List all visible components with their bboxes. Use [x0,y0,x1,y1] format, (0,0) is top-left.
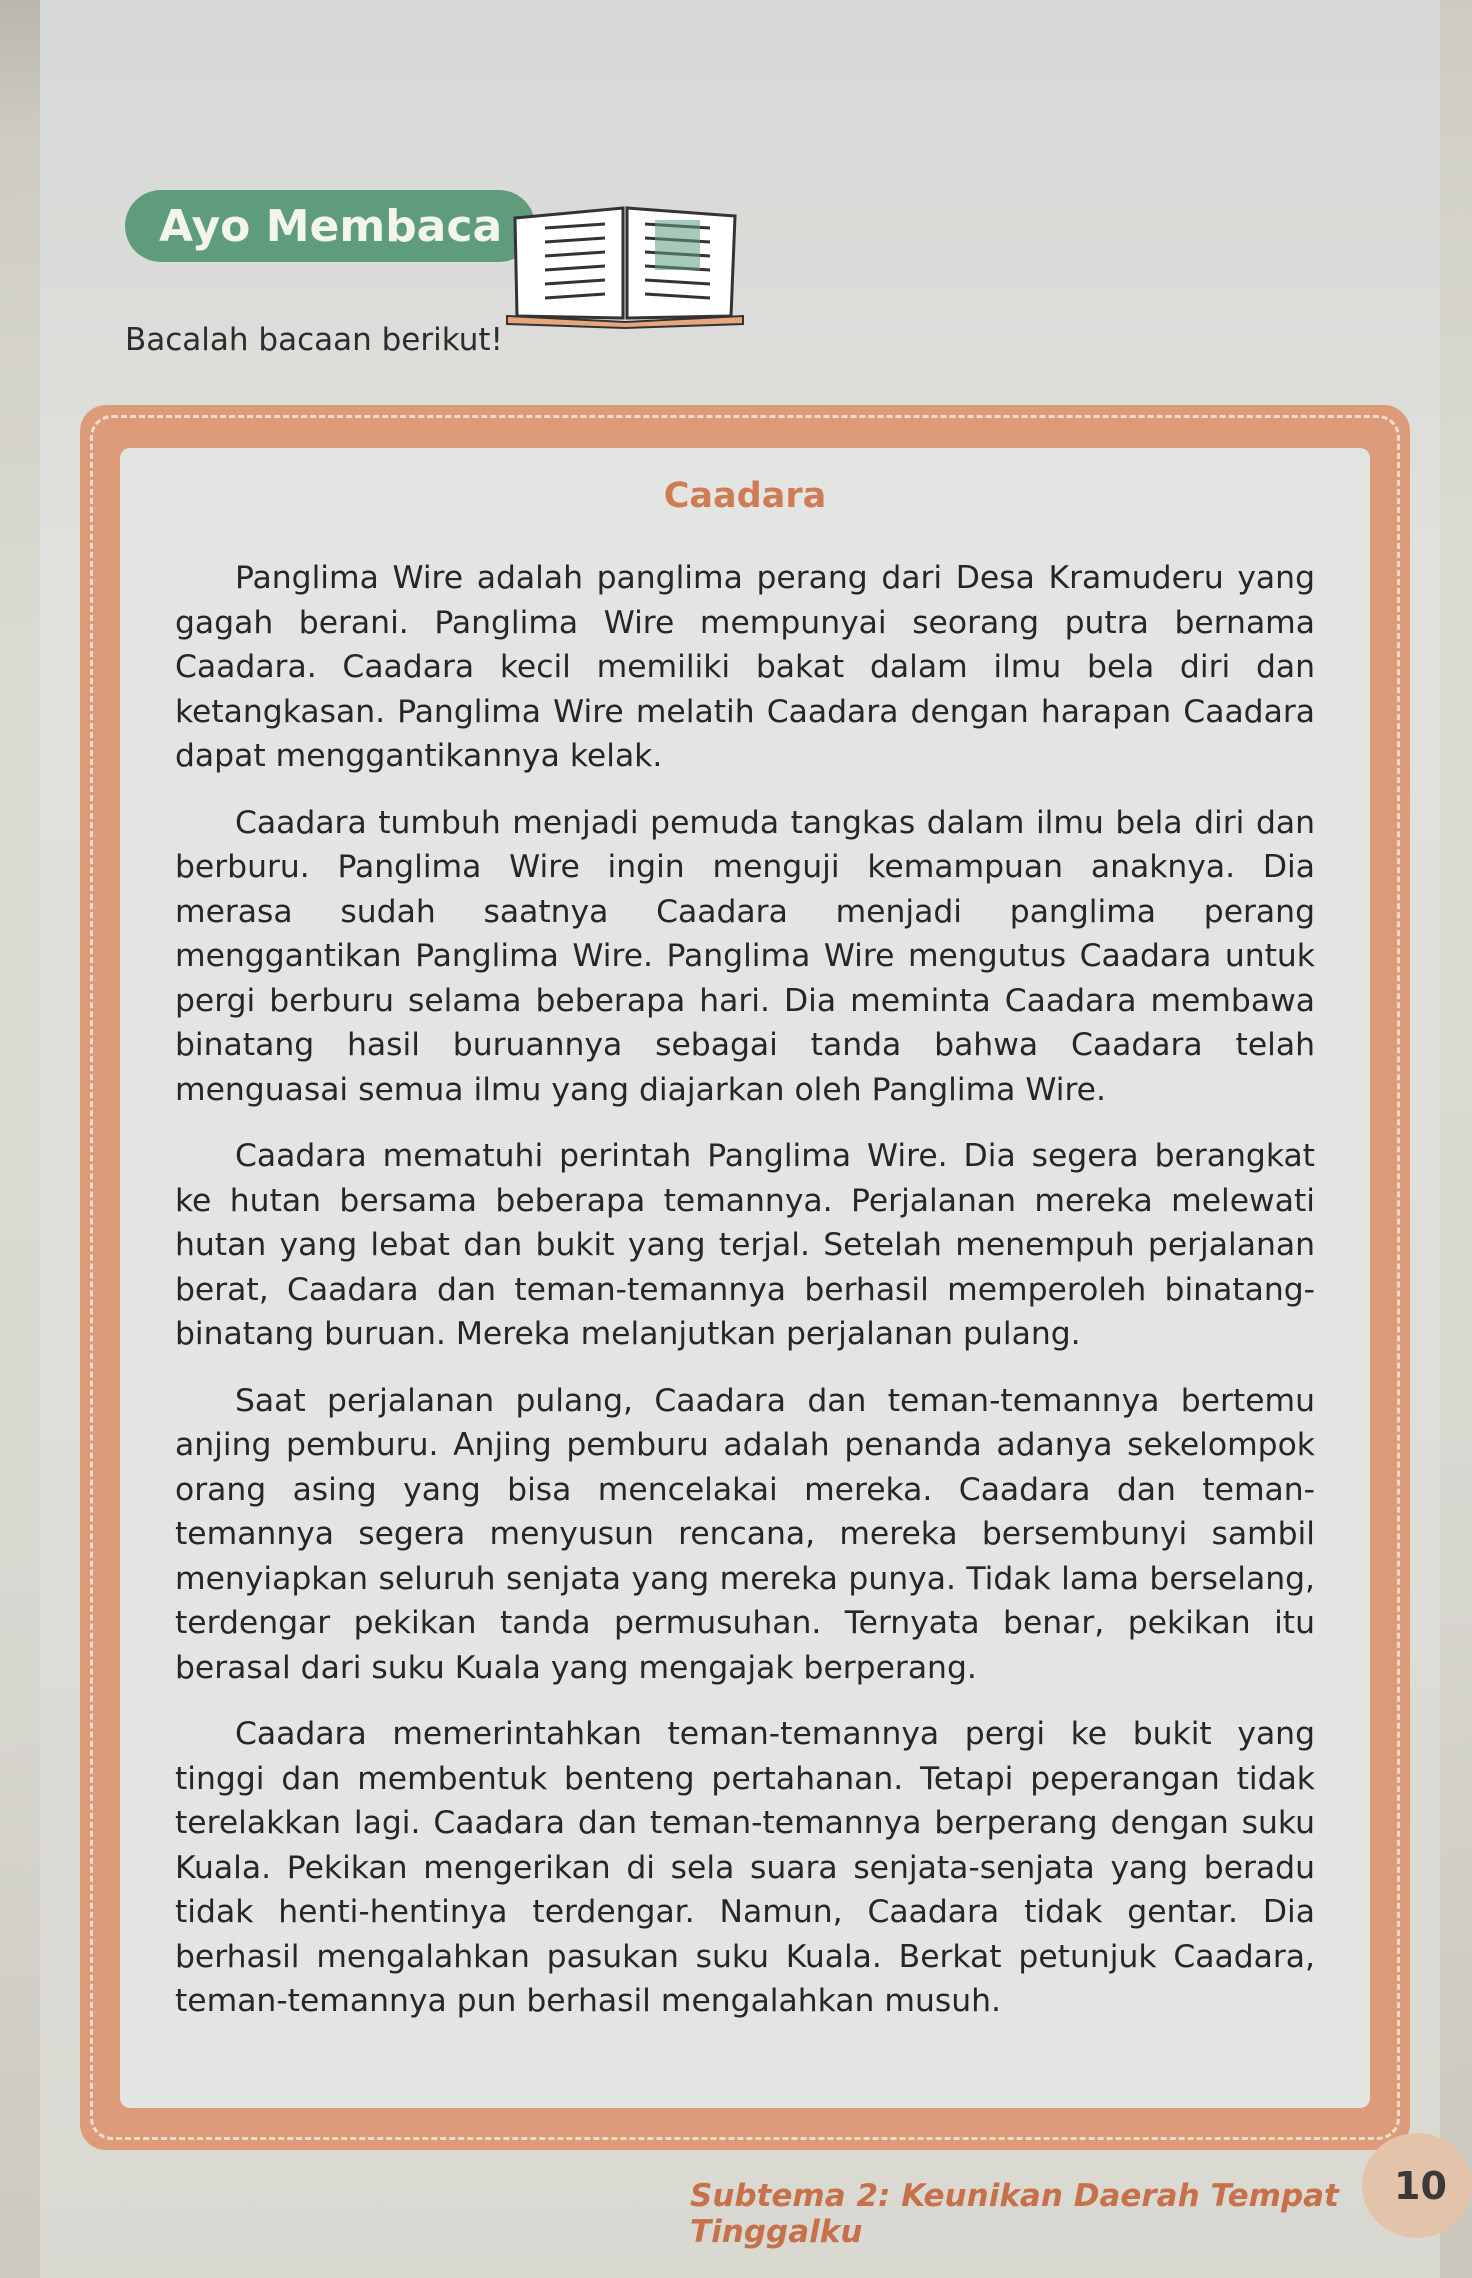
story-paragraph: Caadara mematuhi perintah Panglima Wire. Dia segera berangkat ke hutan bersama beberapa temannya. Perjalanan mereka melewati hutan yang lebat dan bukit yang terjal. Setelah menempuh perjalanan berat, Caadara dan teman-temannya berhasil memperoleh binatang-binatang buruan. Mereka melanjutkan perjalanan pulang. [175,1138,1315,1352]
section-badge [125,190,535,262]
open-book-icon [505,198,745,328]
story-paragraph: Saat perjalanan pulang, Caadara dan teman-temannya bertemu anjing pemburu. Anjing pemburu adalah penanda adanya sekelompok orang asing yang bisa mencelakai mereka. Caadara dan teman-temannya segera menyusun rencana, mereka bersembunyi sambil menyiapkan seluruh senjata yang mereka punya. Tidak lama berselang, terdengar pekikan tanda permusuhan. Ternyata benar, pekikan itu berasal dari suku Kuala yang mengajak berperang. [175,1382,1315,1686]
story-paragraph: Caadara memerintahkan teman-temannya pergi ke bukit yang tinggi dan membentuk benteng pertahanan. Tetapi peperangan tidak terelakkan lagi. Caadara dan teman-temannya berperang dengan suku Kuala. Pekikan mengerikan di sela suara senjata-senjata yang beradu tidak henti-hentinya terdengar. Namun, Caadara tidak gentar. Dia berhasil mengalahkan pasukan suku Kuala. Berkat petunjuk Caadara, teman-temannya pun berhasil mengalahkan musuh. [175,1716,1315,2019]
reading-instruction: Bacalah bacaan berikut! [125,322,503,358]
story-title: Caadara [663,476,827,516]
page-number-label: 10 [1394,2163,1447,2208]
story-paragraph: Panglima Wire adalah panglima perang dari Desa Kramuderu yang gagah berani. Panglima Wire mempunyai seorang putra bernama Caadara. Caadara kecil memiliki bakat dalam ilmu bela diri dan ketangkasan. Panglima Wire melatih Caadara dengan harapan Caadara dapat menggantikannya kelak. [175,560,1315,774]
page-number [1362,2133,1472,2238]
section-badge-label: Ayo Membaca [159,200,503,252]
story-paragraph: Caadara tumbuh menjadi pemuda tangkas dalam ilmu bela diri dan berburu. Panglima Wire ingin menguji kemampuan anaknya. Dia merasa sudah saatnya Caadara menjadi panglima perang menggantikan Panglima Wire. Panglima Wire mengutus Caadara untuk pergi berburu selama beberapa hari. Dia meminta Caadara membawa binatang hasil buruannya sebagai tanda bahwa Caadara telah menguasai semua ilmu yang diajarkan oleh Panglima Wire. [175,804,1315,1108]
subtheme-footer: Subtema 2: Keunikan Daerah Tempat Tinggalku [690,2178,1339,2250]
reading-passage [120,448,1370,2108]
